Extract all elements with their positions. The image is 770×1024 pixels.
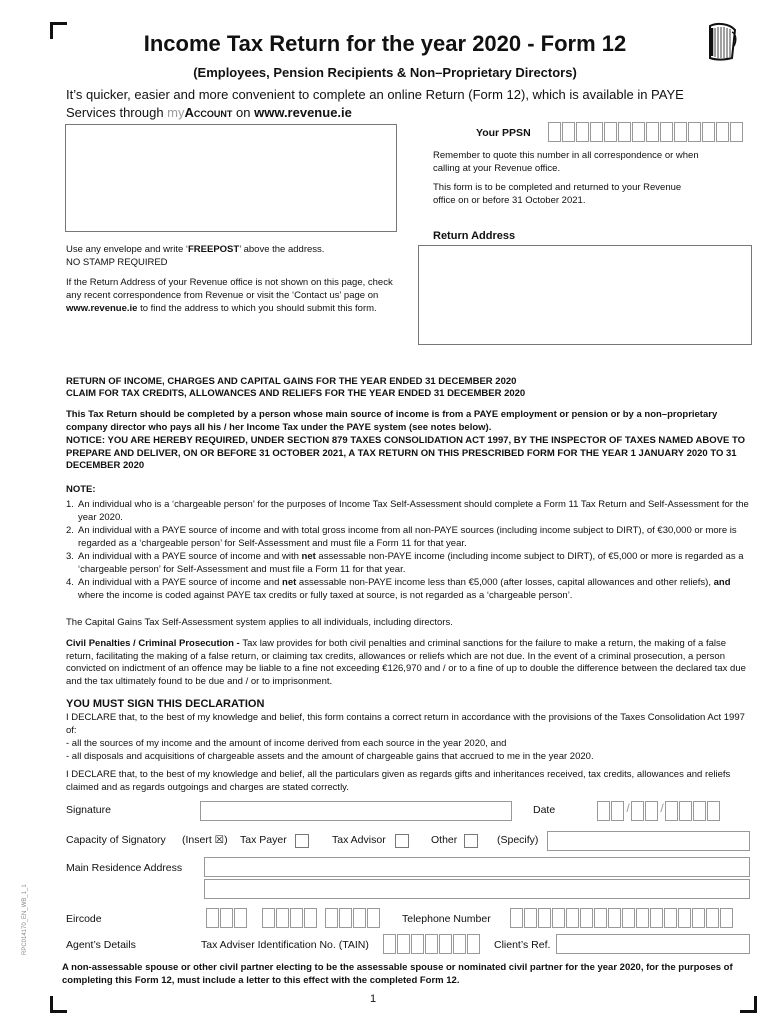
- account-text: Account: [184, 105, 233, 120]
- main-residence-field-1[interactable]: [204, 857, 750, 877]
- signature-label: Signature: [66, 804, 111, 816]
- my-text: my: [167, 105, 185, 120]
- notes-list: [66, 499, 752, 603]
- completed-by-text: This Tax Return should be completed by a person whose main source of income is from a PAYE employment or pension or by a non–proprietary company director who pays all his / her Income Tax under the PAYE system (see notes below).: [66, 409, 718, 433]
- sign-declaration-heading: YOU MUST SIGN THIS DECLARATION: [66, 698, 265, 710]
- address-window-box[interactable]: [65, 124, 397, 232]
- note-number: 2.: [66, 525, 74, 536]
- spouse-note: A non-assessable spouse or other civil partner electing to be the assessable spouse or nominated civil partner for the year 2020, for the purposes of completing this Form 12, must include a letter to this effect with the completed Form 12.: [62, 962, 733, 986]
- date-input[interactable]: / /: [597, 801, 721, 821]
- ppsn-label: Your PPSN: [476, 127, 531, 139]
- note-bold: net: [301, 551, 316, 562]
- intro-line-2: [66, 104, 706, 122]
- civil-penalties-text: [66, 638, 752, 688]
- return-address-help: [66, 276, 396, 315]
- clients-ref-label: Client’s Ref.: [494, 939, 551, 951]
- ppsn-note-quote: Remember to quote this number in all correspondence or when calling at your Revenue office.: [433, 150, 699, 174]
- insert-hint: (Insert ☒): [182, 834, 228, 846]
- corner-mark-bottom-right: [740, 996, 757, 1013]
- envelope-instruction: [66, 243, 396, 269]
- ppsn-note-deadline: This form is to be completed and returned to your Revenue office on or before 31 October 2021.: [433, 182, 682, 206]
- specify-field[interactable]: [547, 831, 750, 851]
- envelope-line-prefix: Use any envelope and write ‘: [66, 244, 188, 255]
- help-revenue-link[interactable]: www.revenue.ie: [66, 303, 138, 314]
- other-checkbox[interactable]: [464, 834, 478, 848]
- freepost-text: FREEPOST: [188, 244, 240, 255]
- note-item-3: [66, 551, 752, 576]
- capacity-label: Capacity of Signatory: [66, 834, 166, 846]
- note-item-2: [66, 525, 752, 550]
- declaration-2: I DECLARE that, to the best of my knowledge and belief, all the particulars given as regards gifts and inheritances received, tax credits, allowances and reliefs claimed and as regards outgoings and charges are stated correctly.: [66, 769, 731, 793]
- note-item-1: [66, 499, 752, 524]
- tax-payer-label: Tax Payer: [240, 834, 287, 846]
- eircode-label: Eircode: [66, 913, 102, 925]
- date-label: Date: [533, 804, 556, 816]
- envelope-line-suffix: ’ above the address.: [239, 244, 325, 255]
- note-text: assessable non-PAYE income less than €5,000 (after losses, capital allowances and other reliefs),: [296, 577, 714, 588]
- tain-label: Tax Adviser Identification No. (TAIN): [201, 939, 369, 951]
- revenue-link[interactable]: www.revenue.ie: [254, 105, 352, 120]
- note-number: 3.: [66, 551, 74, 562]
- declaration-item-1: - all the sources of my income and the amount of income derived from each source in the year 2020, and: [66, 738, 507, 749]
- eircode-extra-input[interactable]: [325, 908, 381, 928]
- help-prefix: If the Return Address of your Revenue office is not shown on this page, check any recent correspondence from Revenue or visit the ‘Contact us’ page on: [66, 277, 393, 301]
- civil-penalties-heading: Civil Penalties / Criminal Prosecution -: [66, 638, 243, 649]
- note-heading: NOTE:: [66, 484, 96, 495]
- note-bold: and: [713, 577, 731, 588]
- form-code: RPC014170_EN_WB_1_1: [22, 884, 28, 955]
- notice-text: NOTICE: YOU ARE HEREBY REQUIRED, UNDER SECTION 879 TAXES CONSOLIDATION ACT 1997, BY THE INSPECTOR OF TAXES NAMED ABOVE TO PREPARE AND DELIVER, ON OR BEFORE 31 OCTOBER 2021, A TAX RETURN ON THIS PRESCRIBED FORM FOR THE YEAR 1 JANUARY 2020 TO 31 DECEMBER 2020: [66, 435, 745, 471]
- return-address-label: Return Address: [433, 230, 516, 242]
- specify-label: (Specify): [497, 834, 539, 846]
- clients-ref-field[interactable]: [556, 934, 750, 954]
- note-item-4: [66, 577, 752, 602]
- eircode-input[interactable]: [206, 908, 318, 928]
- main-residence-label: Main Residence Address: [66, 862, 183, 874]
- main-residence-field-2[interactable]: [204, 879, 750, 899]
- heading-return-of-income: RETURN OF INCOME, CHARGES AND CAPITAL GAINS FOR THE YEAR ENDED 31 DECEMBER 2020: [66, 376, 517, 387]
- declaration-1: I DECLARE that, to the best of my knowledge and belief, this form contains a correct return in accordance with the provisions of the Taxes Consolidation Act 1997 of:: [66, 712, 745, 736]
- help-suffix: to find the address to which you should submit this form.: [137, 303, 377, 314]
- heading-claim-tax-credits: CLAIM FOR TAX CREDITS, ALLOWANCES AND RELIEFS FOR THE YEAR ENDED 31 DECEMBER 2020: [66, 388, 526, 399]
- corner-mark-bottom-left: [50, 996, 67, 1013]
- note-text: where the income is coded against PAYE tax credits or fully taxed at source, is not regarded as a ‘chargeable person’.: [78, 589, 573, 601]
- tain-input[interactable]: [383, 934, 481, 954]
- note-number: 1.: [66, 499, 74, 510]
- telephone-input[interactable]: [510, 908, 734, 928]
- page-number: 1: [370, 993, 377, 1005]
- intro-on: on: [232, 105, 255, 120]
- tax-advisor-checkbox[interactable]: [395, 834, 409, 848]
- return-address-box: [418, 245, 752, 345]
- note-text: An individual with a PAYE source of income and with total gross income from all non-PAYE sources (including income subject to DIRT), of €30,000 or more is regarded as a ‘chargeable person’ for Self-Assessment and must file a Form 11 for that year.: [78, 525, 737, 549]
- ppsn-input[interactable]: [548, 122, 744, 142]
- civil-penalties-body: Tax law provides for both civil penalties and criminal sanctions for the failure to make a return, the making of a false return, facilitating the making of a false return, or claiming tax credits, allowances or reliefs which are not due. In the event of a criminal prosecution, a person convicted on indictment of an offence may be liable to a fine not exceeding €126,970 and / or to a fine of up to double the difference between the declared tax due and the tax ultimately found to be due and / or to imprisonment.: [66, 638, 746, 687]
- form-subtitle: (Employees, Pension Recipients & Non–Proprietary Directors): [193, 65, 577, 80]
- form-title: Income Tax Return for the year 2020 - Form 12: [143, 31, 627, 56]
- note-text: An individual with a PAYE source of income and: [78, 577, 283, 588]
- telephone-label: Telephone Number: [402, 913, 491, 925]
- note-text: assessable non-PAYE income (including income subject to DIRT), of €5,000 or more is regarded as a ‘chargeable person’ for Self-Assessment and must file a Form 11 for that year.: [78, 551, 744, 575]
- cgt-note: The Capital Gains Tax Self-Assessment system applies to all individuals, including directors.: [66, 617, 453, 628]
- declaration-item-2: - all disposals and acquisitions of chargeable assets and the amount of chargeable gains that accrued to me in the year 2020.: [66, 751, 594, 762]
- other-label: Other: [431, 834, 458, 846]
- note-text: An individual with a PAYE source of income and with: [78, 551, 302, 562]
- signature-field[interactable]: [200, 801, 512, 821]
- note-number: 4.: [66, 577, 74, 588]
- intro-text: [66, 86, 706, 122]
- note-text: An individual who is a ‘chargeable person’ for the purposes of Income Tax Self-Assessment should complete a Form 11 Tax Return and Self-Assessment for the year 2020.: [78, 499, 749, 523]
- agents-details-label: Agent’s Details: [66, 939, 136, 951]
- intro-line-1: It’s quicker, easier and more convenient to complete an online Return (Form 12), which is available in PAYE: [66, 87, 684, 102]
- intro-prefix: Services through: [66, 105, 168, 120]
- no-stamp-text: NO STAMP REQUIRED: [66, 257, 168, 268]
- note-bold: net: [282, 577, 297, 588]
- tax-advisor-label: Tax Advisor: [332, 834, 386, 846]
- tax-payer-checkbox[interactable]: [295, 834, 309, 848]
